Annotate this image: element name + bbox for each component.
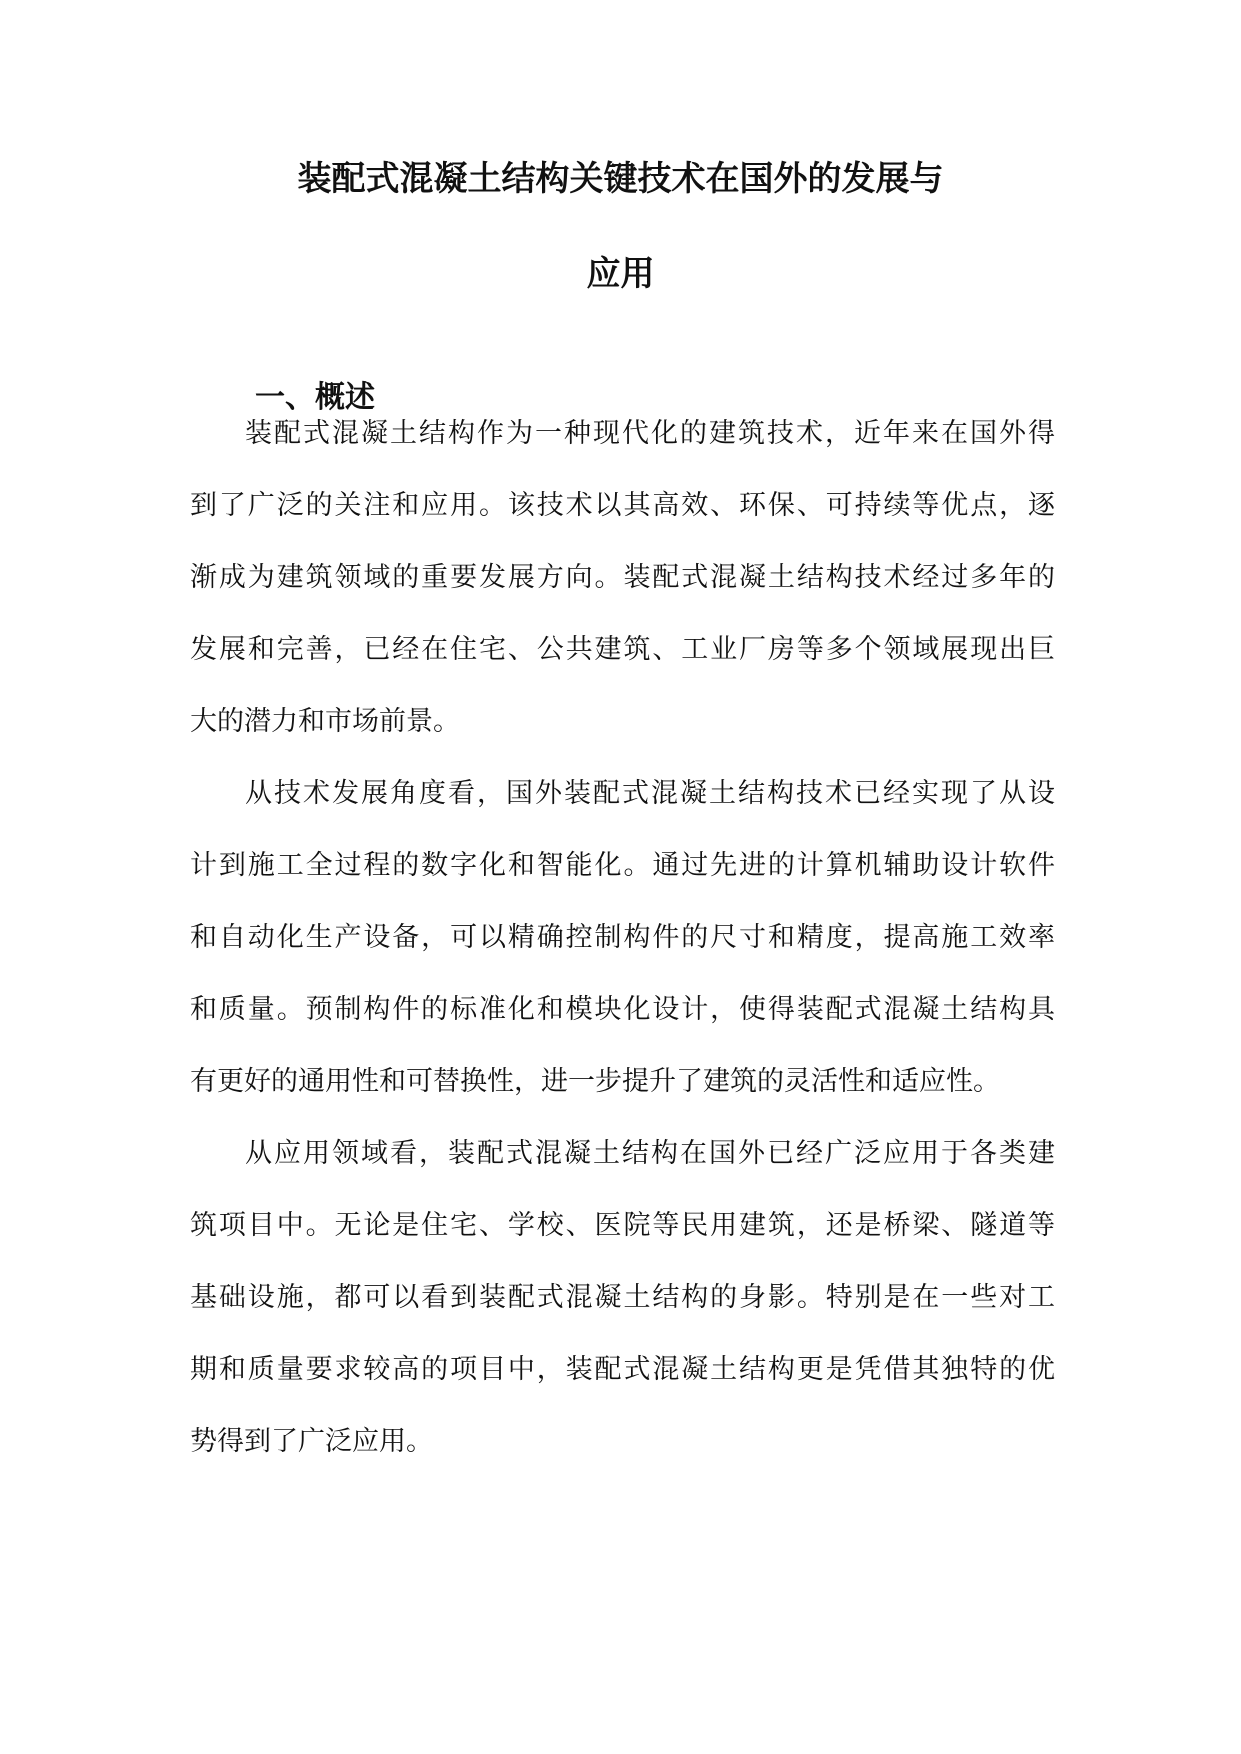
paragraph-line: 发展和完善，已经在住宅、公共建筑、工业厂房等多个领域展现出巨 [190, 634, 1055, 665]
paragraph-line: 从应用领域看，装配式混凝土结构在国外已经广泛应用于各类建 [245, 1138, 1055, 1169]
paragraph-line: 势得到了广泛应用。 [190, 1426, 433, 1457]
paragraph-line: 期和质量要求较高的项目中，装配式混凝土结构更是凭借其独特的优 [190, 1354, 1055, 1385]
paragraph-line: 从技术发展角度看，国外装配式混凝土结构技术已经实现了从设 [245, 778, 1055, 809]
paragraph-line: 到了广泛的关注和应用。该技术以其高效、环保、可持续等优点，逐 [190, 490, 1055, 521]
paragraph-line: 计到施工全过程的数字化和智能化。通过先进的计算机辅助设计软件 [190, 850, 1055, 881]
paragraph-line: 基础设施，都可以看到装配式混凝土结构的身影。特别是在一些对工 [190, 1282, 1055, 1313]
paragraph-line: 渐成为建筑领域的重要发展方向。装配式混凝土结构技术经过多年的 [190, 562, 1055, 593]
paragraph-line: 筑项目中。无论是住宅、学校、医院等民用建筑，还是桥梁、隧道等 [190, 1210, 1055, 1241]
document-title-line-2: 应用 [586, 254, 655, 294]
paragraph-line: 装配式混凝土结构作为一种现代化的建筑技术，近年来在国外得 [245, 418, 1055, 449]
document-title-line-1: 装配式混凝土结构关键技术在国外的发展与 [297, 159, 944, 199]
paragraph-line: 大的潜力和市场前景。 [190, 706, 460, 737]
section-heading: 一、概述 [255, 380, 375, 415]
paragraph-line: 有更好的通用性和可替换性，进一步提升了建筑的灵活性和适应性。 [190, 1066, 1000, 1097]
paragraph-line: 和自动化生产设备，可以精确控制构件的尺寸和精度，提高施工效率 [190, 922, 1055, 953]
paragraph-line: 和质量。预制构件的标准化和模块化设计，使得装配式混凝土结构具 [190, 994, 1055, 1025]
